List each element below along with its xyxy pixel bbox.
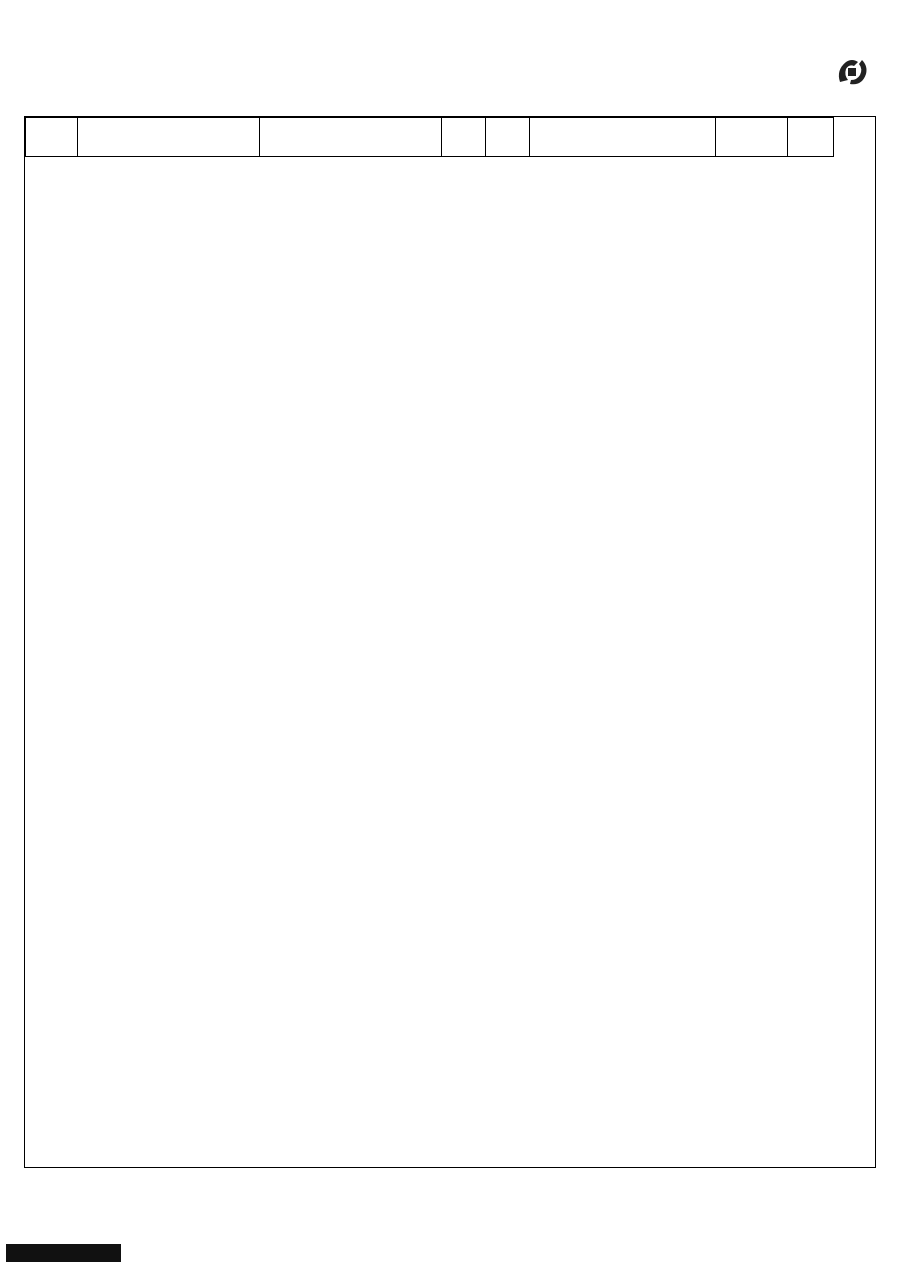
col-practical	[442, 118, 486, 157]
institution-logo	[832, 52, 872, 92]
col-row	[788, 118, 834, 157]
footer-url	[6, 1244, 121, 1262]
curriculum-frame	[24, 116, 876, 1168]
page-header	[0, 52, 900, 102]
col-type	[26, 118, 78, 157]
col-theory	[486, 118, 530, 157]
col-coreq	[78, 118, 260, 157]
col-prereq	[260, 118, 442, 157]
curriculum-table	[25, 117, 834, 157]
table-header-row	[26, 118, 834, 157]
col-code	[716, 118, 788, 157]
col-title	[530, 118, 716, 157]
